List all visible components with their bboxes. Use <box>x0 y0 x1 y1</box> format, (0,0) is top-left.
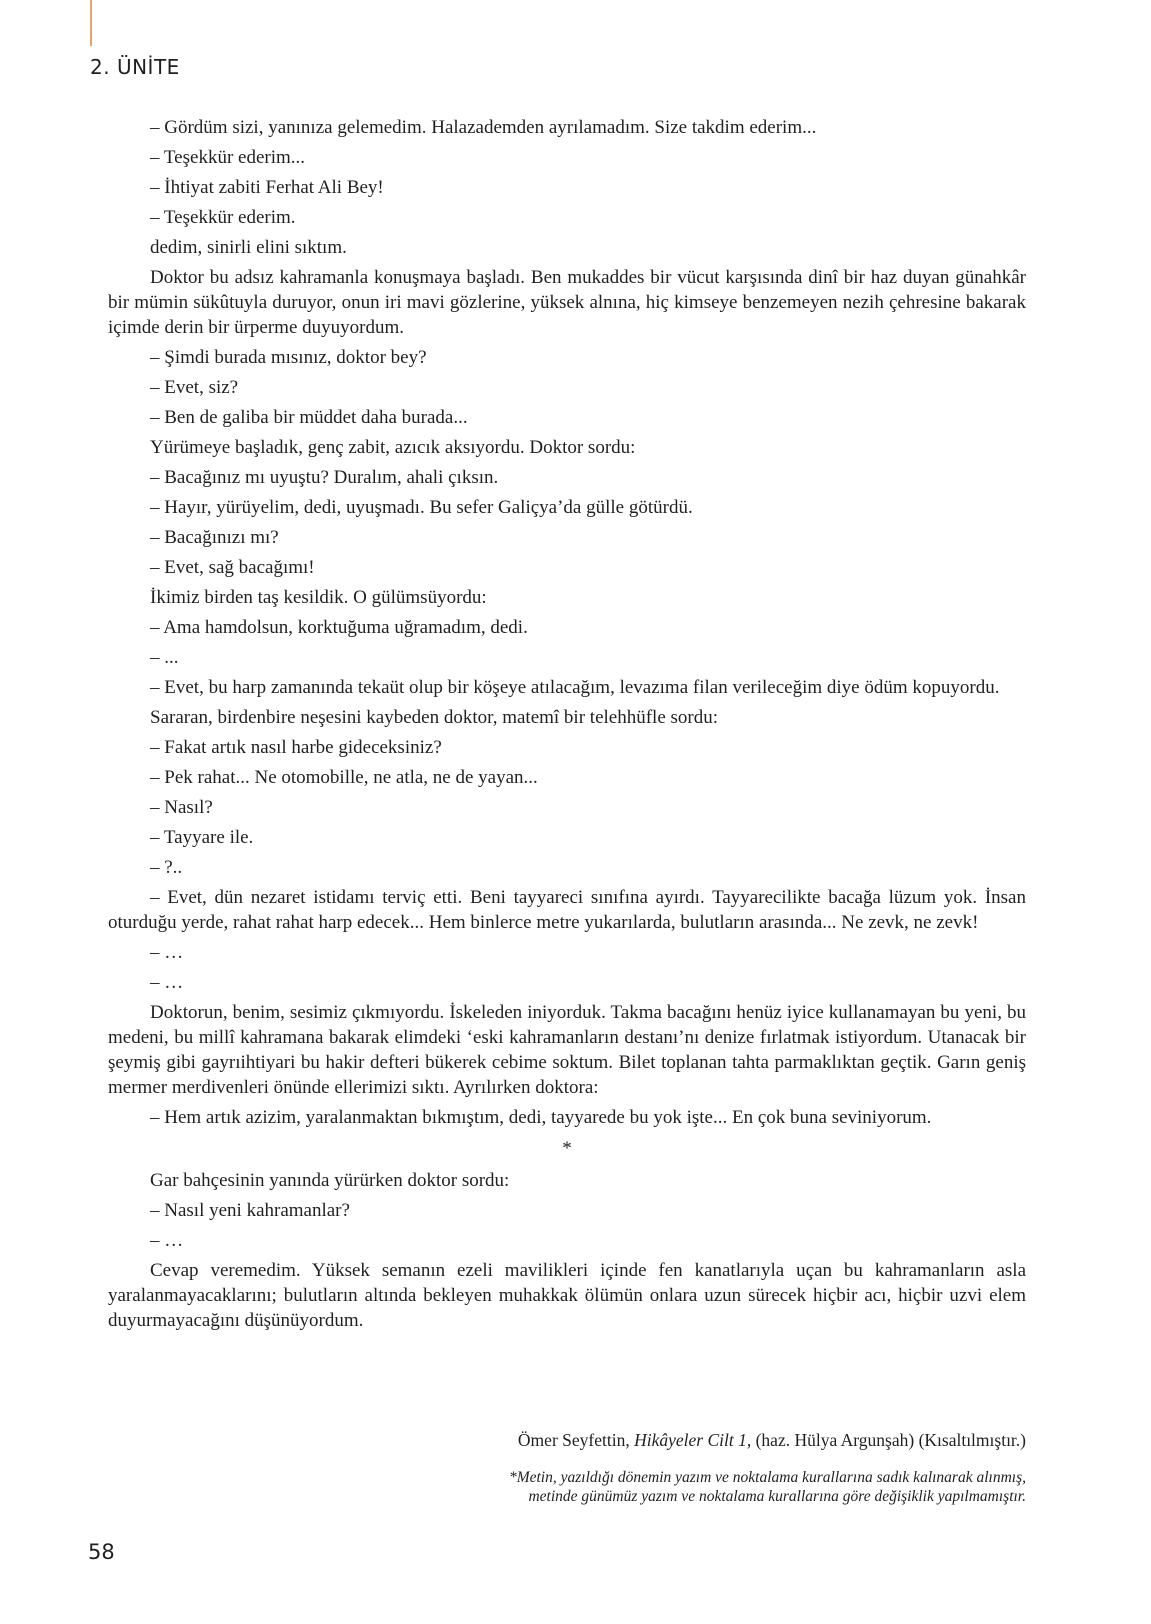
paragraph: – Fakat artık nasıl harbe gideceksiniz? <box>150 737 442 758</box>
paragraph: – Nasıl? <box>150 797 213 818</box>
unit-header: 2. ÜNİTE <box>90 55 180 79</box>
paragraph: – Teşekkür ederim... <box>150 147 306 168</box>
paragraph: Sararan, birdenbire neşesini kaybeden doktor, matemî bir telehhüfle sordu: <box>150 707 719 728</box>
paragraph: İkimiz birden taş kesildik. O gülümsüyordu: <box>150 587 487 608</box>
paragraph: Gar bahçesinin yanında yürürken doktor sordu: <box>150 1170 510 1191</box>
paragraph: – Ama hamdolsun, korktuğuma uğramadım, dedi. <box>150 617 528 638</box>
paragraph: Doktor bu adsız kahramanla konuşmaya başladı. Ben mukaddes bir vücut karşısında dinî bir haz duyan günahkâr bir mümin sükûtuyla duruyor, onun iri mavi gözlerine, yüksek alnına, hiç kimseye benzemeyen nezih çehresine bakarak içimde derin bir ürperme duyuyordum. <box>108 267 1026 338</box>
story-text <box>108 115 1026 1333</box>
paragraph: dedim, sinirli elini sıktım. <box>150 237 347 258</box>
attribution-author: Ömer Seyfettin, <box>517 1430 635 1450</box>
paragraph: – Teşekkür ederim. <box>150 207 296 228</box>
paragraph: – Evet, siz? <box>150 377 239 398</box>
attribution-work: Hikâyeler Cilt 1, <box>634 1430 752 1450</box>
footnote-line: *Metin, yazıldığı dönemin yazım ve noktalama kurallarına sadık kalınarak alınmış, <box>508 1469 1026 1486</box>
paragraph: – … <box>150 1230 184 1251</box>
paragraph: – Hem artık azizim, yaralanmaktan bıkmıştım, dedi, tayyarede bu yok işte... En çok buna seviniyorum. <box>150 1107 932 1128</box>
footnote-line: metinde günümüz yazım ve noktalama kurallarına göre değişiklik yapılmamıştır. <box>528 1488 1026 1505</box>
paragraph: – İhtiyat zabiti Ferhat Ali Bey! <box>150 177 384 198</box>
page-number: 58 <box>88 1540 115 1564</box>
paragraph: – Evet, dün nezaret istidamı terviç etti. Beni tayyareci sınıfına ayırdı. Tayyarecilikte bacağa lüzum yok. İnsan oturduğu yerde, rahat rahat harp edecek... Hem binlerce metre yukarılarda, bulutların arasında... Ne zevk, ne zevk! <box>108 887 1026 933</box>
paragraph: – Bacağınızı mı? <box>150 527 279 548</box>
header-accent-line <box>90 0 92 46</box>
paragraph: Cevap veremedim. Yüksek semanın ezeli mavilikleri içinde fen kanatlarıyla uçan bu kahramanların asla yaralanmayacaklarını; bulutların altında bekleyen muhakkak ölümün onlara uzun sürecek hiçbir acı, hiçbir uzvi elem duyurmayacağını düşünüyordum. <box>108 1260 1026 1331</box>
paragraph: – Bacağınız mı uyuştu? Duralım, ahali çıksın. <box>150 467 499 488</box>
paragraph: – … <box>150 972 184 993</box>
paragraph: – Şimdi burada mısınız, doktor bey? <box>150 347 427 368</box>
paragraph: – Hayır, yürüyelim, dedi, uyuşmadı. Bu sefer Galiçya’da gülle götürdü. <box>150 497 693 518</box>
paragraph: Yürümeye başladık, genç zabit, azıcık aksıyordu. Doktor sordu: <box>150 437 636 458</box>
paragraph: – Pek rahat... Ne otomobille, ne atla, ne de yayan... <box>150 767 538 788</box>
paragraph: – Evet, sağ bacağımı! <box>150 557 315 578</box>
section-separator: * <box>562 1138 572 1159</box>
footnote <box>509 1468 1026 1506</box>
source-attribution <box>518 1430 1026 1451</box>
attribution-rest: (haz. Hülya Argunşah) (Kısaltılmıştır.) <box>751 1430 1026 1450</box>
paragraph: – … <box>150 942 184 963</box>
paragraph: – Evet, bu harp zamanında tekaüt olup bir köşeye atılacağım, levazıma filan verileceğim diye ödüm kopuyordu. <box>150 677 1000 698</box>
paragraph: – Tayyare ile. <box>150 827 254 848</box>
paragraph: – ?.. <box>150 857 183 878</box>
paragraph: – Ben de galiba bir müddet daha burada... <box>150 407 468 428</box>
paragraph: – Nasıl yeni kahramanlar? <box>150 1200 350 1221</box>
paragraph: Doktorun, benim, sesimiz çıkmıyordu. İskeleden iniyorduk. Takma bacağını henüz iyice kullanamayan bu yeni, bu medeni, bu millî kahramana bakarak elimdeki ‘eski kahramanların destanı’nı denize fırlatmak istiyordum. Utanacak bir şeymiş gibi gayrıihtiyari bu hakir defteri bükerek cebime soktum. Bilet toplanan tahta parmaklıktan geçtik. Garın geniş mermer merdivenleri önünde ellerimizi sıktı. Ayrılırken doktora: <box>108 1002 1026 1098</box>
paragraph: – ... <box>150 647 179 668</box>
paragraph: – Gördüm sizi, yanınıza gelemedim. Halazademden ayrılamadım. Size takdim ederim... <box>150 117 817 138</box>
